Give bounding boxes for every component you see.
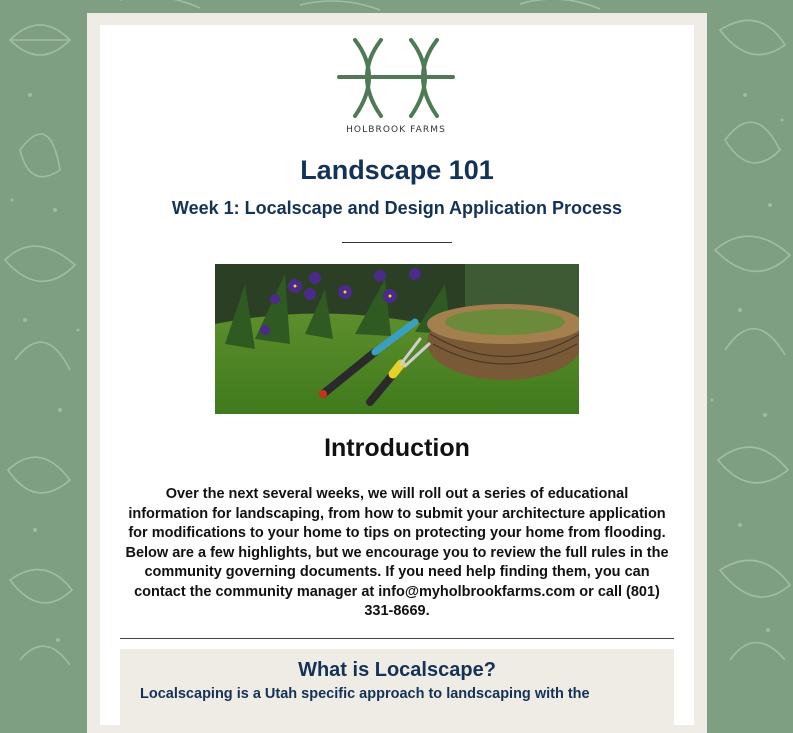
brand-name: HOLBROOK FARMS: [346, 125, 446, 135]
holbrook-farms-logo: [331, 36, 461, 138]
localscape-heading: What is Localscape?: [298, 659, 496, 681]
section-divider: [120, 638, 674, 639]
holbrook-farms-logo-icon: [331, 36, 461, 124]
localscape-section: [120, 649, 674, 729]
introduction-text: Over the next several weeks, we will roll out a series of educational information for landscaping, from how to submit your architecture application for modifications to your home to tips on protecting your home from flooding. Below are a few highlights, but we encourage you to review the full rules in the community governing documents. If you need help finding them, you can contact the community manager at info@myholbrookfarms.com or call (801) 331-8669.: [125, 486, 669, 619]
garden-tools-photo: [215, 264, 579, 414]
introduction-heading: Introduction: [324, 434, 470, 462]
title-divider: [342, 242, 452, 243]
localscape-text: Localscaping is a Utah specific approach to landscaping with the: [140, 686, 590, 702]
page-subtitle: Week 1: Localscape and Design Application Process: [171, 198, 623, 218]
page-title: Landscape 101: [300, 155, 494, 185]
